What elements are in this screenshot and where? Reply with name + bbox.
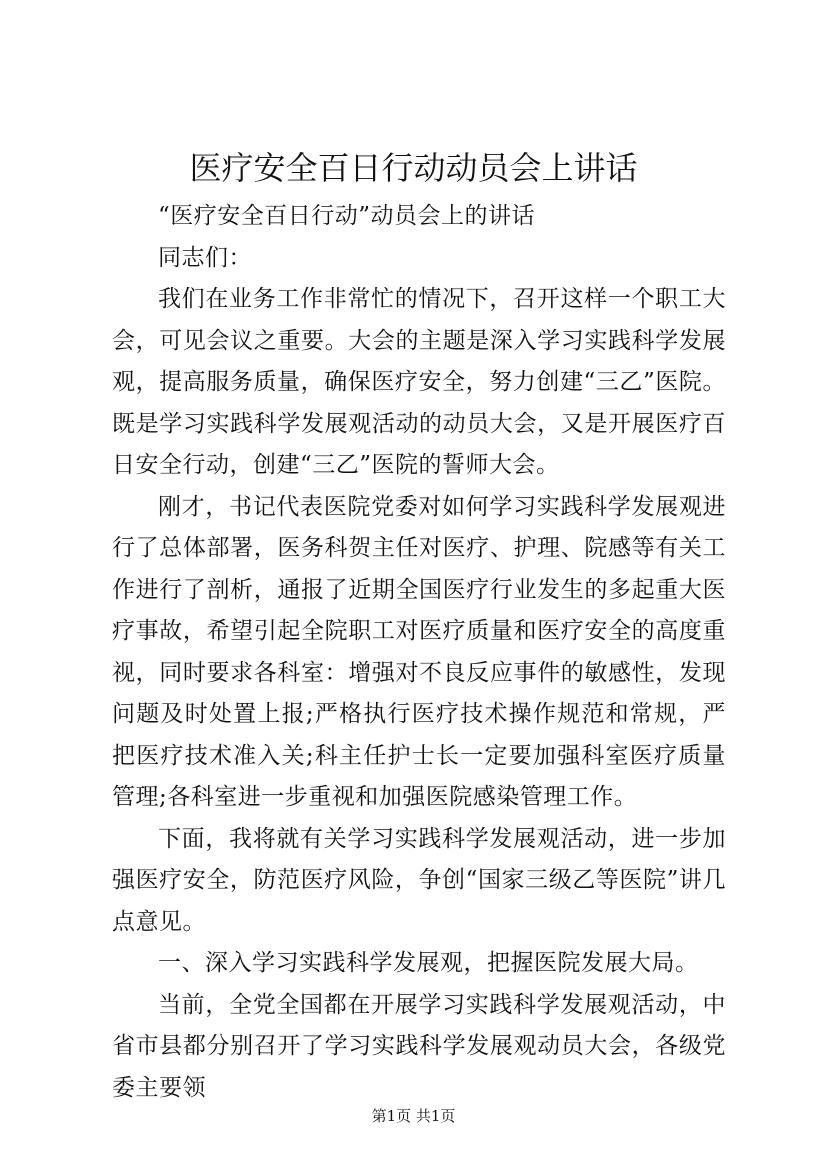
body-paragraph: 当前，全党全国都在开展学习实践科学发展观活动，中省市县都分别召开了学习实践科学发展观动员大会，各级党委主要领	[112, 991, 726, 1101]
body-paragraph: 刚才，书记代表医院党委对如何学习实践科学发展观进行了总体部署，医务科贺主任对医疗、护理、院感等有关工作进行了剖析，通报了近期全国医疗行业发生的多起重大医疗事故，希望引起全院职工对医疗质量和医疗安全的高度重视，同时要求各科室：增强对不良反应事件的敏感性，发现问题及时处置上报;严格执行医疗技术操作规范和常规，严把医疗技术准入关;科主任护士长一定要加强科室医疗质量管理;各科室进一步重视和加强医院感染管理工作。	[112, 493, 726, 810]
document-title: 医疗安全百日行动动员会上讲话	[189, 149, 638, 187]
document-body	[112, 196, 726, 1109]
page-footer: 第1页 共1页	[371, 1107, 456, 1125]
body-paragraph: 下面，我将就有关学习实践科学发展观活动，进一步加强医疗安全，防范医疗风险，争创“国家三级乙等医院”讲几点意见。	[112, 825, 726, 935]
subtitle-paragraph: “医疗安全百日行动”动员会上的讲话	[158, 203, 536, 229]
body-paragraph: 我们在业务工作非常忙的情况下，召开这样一个职工大会，可见会议之重要。大会的主题是深入学习实践科学发展观，提高服务质量，确保医疗安全，努力创建“三乙”医院。既是学习实践科学发展观活动的动员大会，又是开展医疗百日安全行动，创建“三乙”医院的誓师大会。	[112, 286, 726, 478]
section-heading: 一、深入学习实践科学发展观，把握医院发展大局。	[158, 950, 699, 976]
salutation-paragraph: 同志们：	[158, 244, 252, 271]
